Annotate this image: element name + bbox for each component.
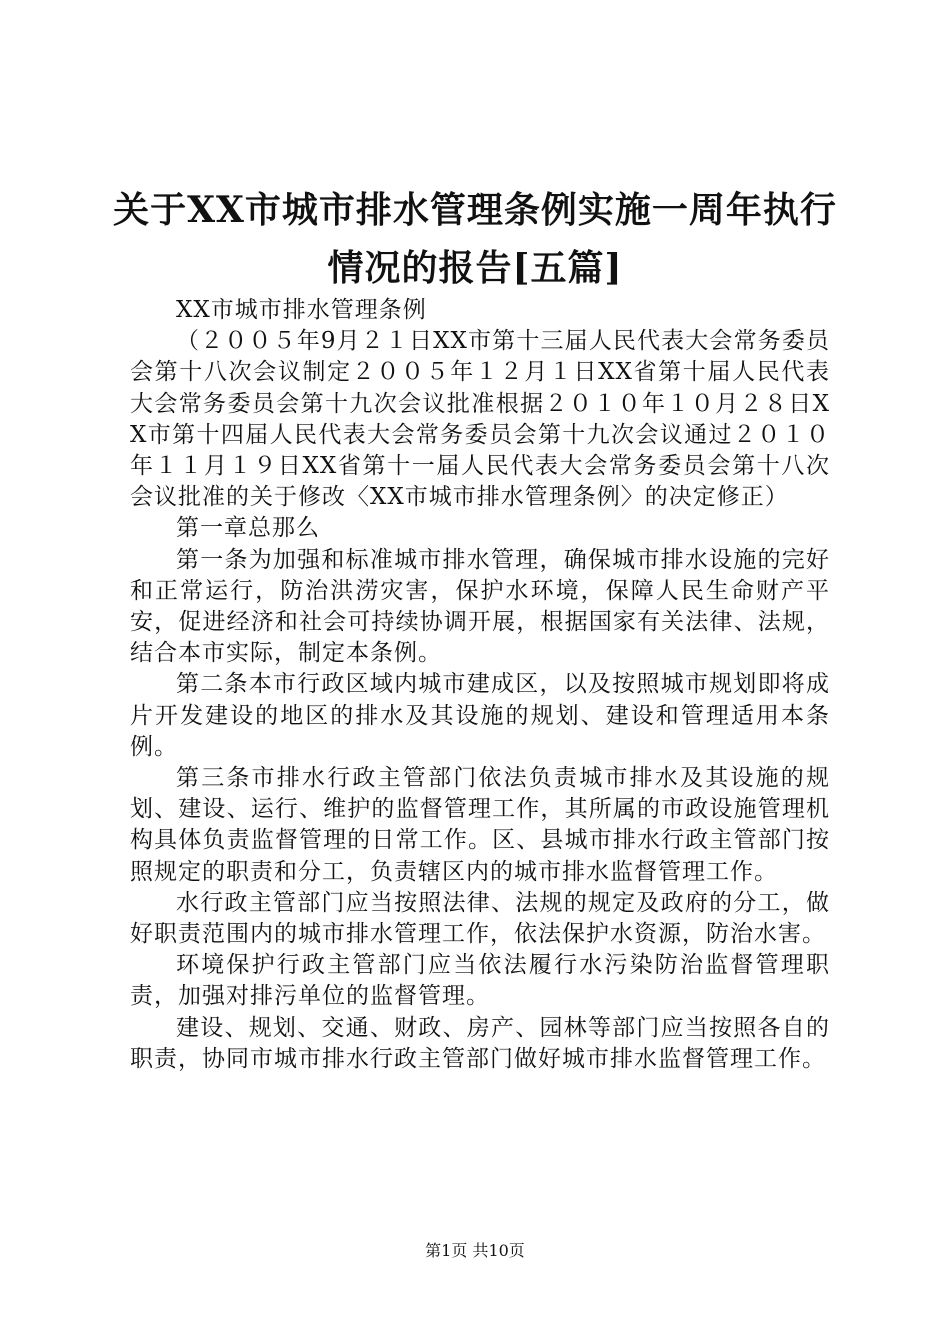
regulation-name: XX市城市排水管理条例 [176,297,427,323]
document-body [130,295,830,1075]
article-2: 第二条本市行政区域内城市建成区，以及按照城市规划即将成片开发建设的地区的排水及其设施的规划、建设和管理适用本条例。 [130,671,830,760]
article-3-clause-environment: 环境保护行政主管部门应当依法履行水污染防治监督管理职责，加强对排污单位的监督管理。 [130,952,830,1010]
article-3-clause-departments: 建设、规划、交通、财政、房产、园林等部门应当按照各自的职责，协同市城市排水行政主管部门做好城市排水监督管理工作。 [130,1014,830,1072]
article-3-clause-water: 水行政主管部门应当按照法律、法规的规定及政府的分工，做好职责范围内的城市排水管理工作，依法保护水资源，防治水害。 [130,889,830,948]
article-1: 第一条为加强和标准城市排水管理，确保城市排水设施的完好和正常运行，防治洪涝灾害，保护水环境，保障人民生命财产平安，促进经济和社会可持续协调开展，根据国家有关法律、法规，结合本市实际，制定本条例。 [130,546,830,667]
chapter-heading: 第一章总那么 [176,515,320,542]
enactment-note: （２００５年9月２１日XX市第十三届人民代表大会常务委员会第十八次会议制定２００５年１２月１日XX省第十届人民代表大会常务委员会第十九次会议批准根据２０１０年１０月２８日XX市第十四届人民代表大会常务委员会第十九次会议通过２０１０年１１月１９日XX省第十一届人民代表大会常务委员会第十八次会议批准的关于修改〈XX市城市排水管理条例〉的决定修正） [130,328,830,511]
document-title-line-2: 情况的报告[五篇] [327,247,623,289]
page-footer: 第1页 共10页 [425,1241,525,1260]
article-3: 第三条市排水行政主管部门依法负责城市排水及其设施的规划、建设、运行、维护的监督管理工作，其所属的市政设施管理机构具体负责监督管理的日常工作。区、县城市排水行政主管部门按照规定的职责和分工，负责辖区内的城市排水监督管理工作。 [130,765,830,885]
document-title-line-1: 关于XX市城市排水管理条例实施一周年执行 [113,189,837,231]
